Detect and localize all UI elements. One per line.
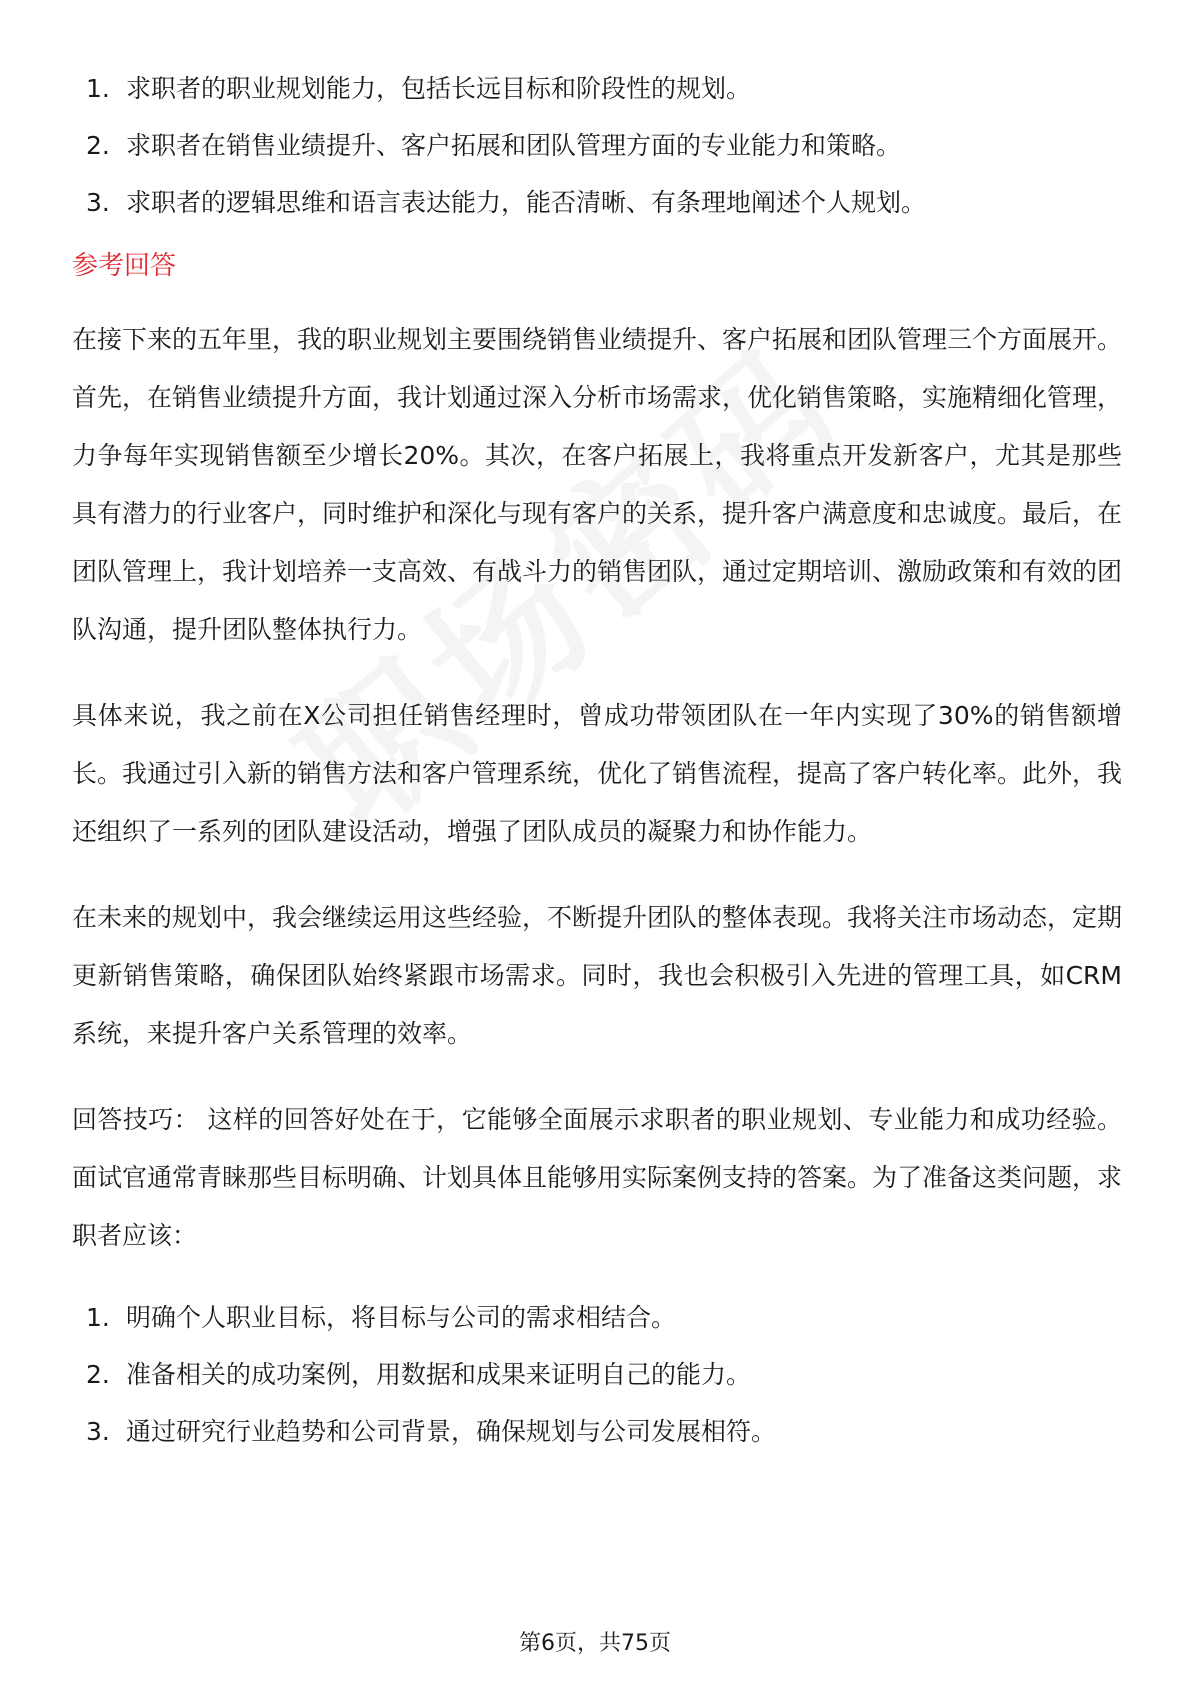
answer-paragraph: 具体来说，我之前在X公司担任销售经理时，曾成功带领团队在一年内实现了30%的销售额增长。我通过引入新的销售方法和客户管理系统，优化了销售流程，提高了客户转化率。此外，我还组织了一系列的团队建设活动，增强了团队成员的凝聚力和协作能力。 xyxy=(72,701,1123,846)
section-title: 参考回答 xyxy=(72,251,177,281)
answer-paragraph: 在未来的规划中，我会继续运用这些经验，不断提升团队的整体表现。我将关注市场动态，定期更新销售策略，确保团队始终紧跟市场需求。同时，我也会积极引入先进的管理工具，如CRM系统，来提升客户关系管理的效率。 xyxy=(72,903,1123,1048)
list-item xyxy=(72,1289,1122,1346)
page-number-footer: 第6页，共75页 xyxy=(519,1631,671,1656)
list-number: 2. xyxy=(86,131,110,160)
list-number: 1. xyxy=(86,74,110,103)
list-number: 1. xyxy=(86,1303,110,1332)
tips-list xyxy=(72,1289,1122,1460)
list-item-text: 通过研究行业趋势和公司背景，确保规划与公司发展相符。 xyxy=(126,1417,777,1446)
list-number: 3. xyxy=(86,188,110,217)
list-number: 3. xyxy=(86,1417,110,1446)
answer-paragraph: 在接下来的五年里，我的职业规划主要围绕销售业绩提升、客户拓展和团队管理三个方面展开。首先，在销售业绩提升方面，我计划通过深入分析市场需求，优化销售策略，实施精细化管理，力争每年实现销售额至少增长20%。其次，在客户拓展上，我将重点开发新客户，尤其是那些具有潜力的行业客户，同时维护和深化与现有客户的关系，提升客户满意度和忠诚度。最后，在团队管理上，我计划培养一支高效、有战斗力的销售团队，通过定期培训、激励政策和有效的团队沟通，提升团队整体执行力。 xyxy=(72,325,1123,644)
list-item xyxy=(72,1403,1122,1460)
list-item-text: 求职者的逻辑思维和语言表达能力，能否清晰、有条理地阐述个人规划。 xyxy=(126,188,927,217)
list-item xyxy=(72,1346,1122,1403)
list-item xyxy=(72,174,1122,231)
criteria-list xyxy=(72,60,1122,231)
list-item-text: 求职者的职业规划能力，包括长远目标和阶段性的规划。 xyxy=(126,74,752,103)
list-number: 2. xyxy=(86,1360,110,1389)
list-item-text: 明确个人职业目标，将目标与公司的需求相结合。 xyxy=(126,1303,677,1332)
list-item xyxy=(72,60,1122,117)
page-content xyxy=(72,60,1122,1460)
list-item-text: 准备相关的成功案例，用数据和成果来证明自己的能力。 xyxy=(126,1360,752,1389)
list-item xyxy=(72,117,1122,174)
tips-paragraph: 回答技巧： 这样的回答好处在于，它能够全面展示求职者的职业规划、专业能力和成功经验。面试官通常青睐那些目标明确、计划具体且能够用实际案例支持的答案。为了准备这类问题，求职者应该： xyxy=(72,1105,1123,1250)
list-item-text: 求职者在销售业绩提升、客户拓展和团队管理方面的专业能力和策略。 xyxy=(126,131,902,160)
